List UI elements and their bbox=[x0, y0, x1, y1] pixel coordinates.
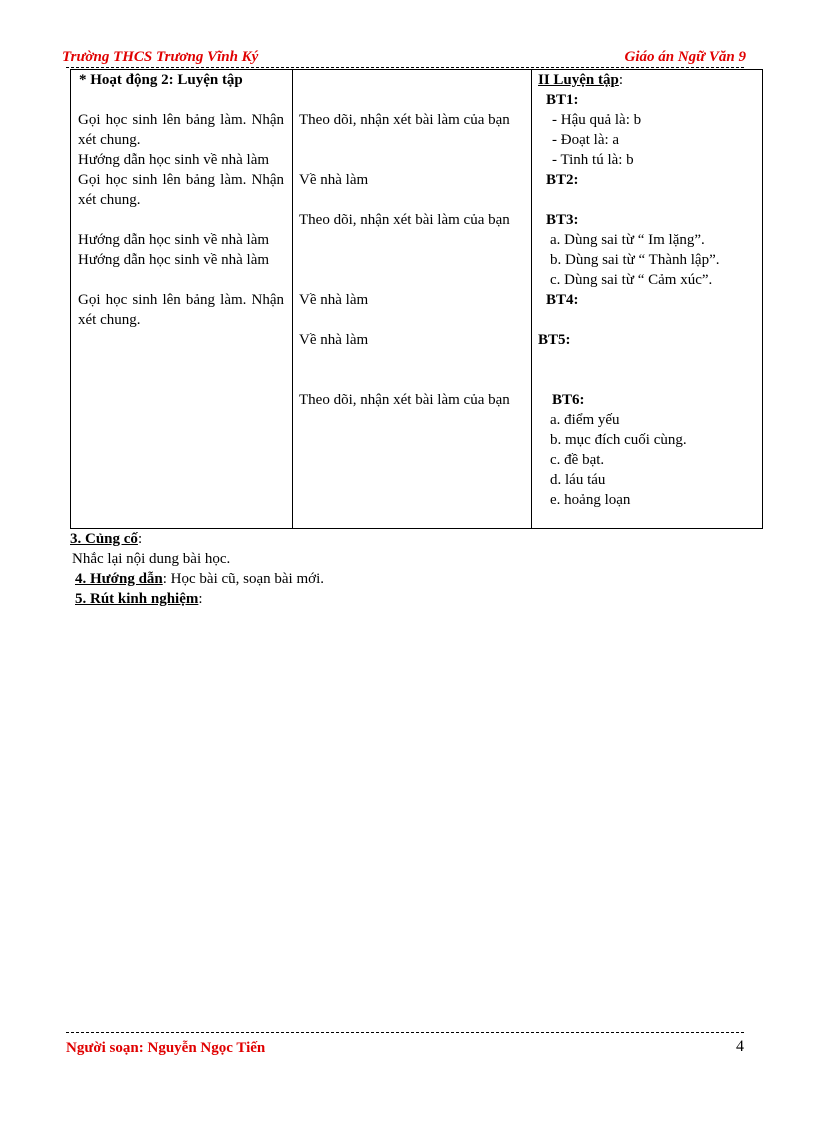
header-subject: Giáo án Ngữ Văn 9 bbox=[624, 49, 746, 65]
teacher-step-1: Gọi học sinh lên bảng làm. Nhận xét chung. bbox=[78, 112, 284, 148]
bt6-item: b. mục đích cuối cùng. bbox=[550, 432, 687, 448]
teacher-step-4: Hướng dẫn học sinh về nhà làm bbox=[78, 232, 270, 248]
teacher-step-6: Gọi học sinh lên bảng làm. Nhận xét chung. bbox=[78, 292, 284, 328]
bt4-label: BT4: bbox=[546, 292, 579, 308]
bt6-item: a. điểm yếu bbox=[550, 412, 620, 428]
bt6-item: d. láu táu bbox=[550, 472, 606, 488]
student-step-3: Theo dõi, nhận xét bài làm của bạn bbox=[299, 212, 510, 228]
student-activity-cell bbox=[293, 70, 532, 529]
section-3-body: Nhắc lại nội dung bài học. bbox=[72, 551, 231, 567]
teacher-step-5: Hướng dẫn học sinh về nhà làm bbox=[78, 252, 270, 268]
activity-title: * Hoạt động 2: Luyện tập bbox=[79, 72, 243, 88]
student-step-4: Về nhà làm bbox=[299, 292, 369, 308]
bt5-label: BT5: bbox=[538, 332, 571, 348]
section-3-heading: 3. Củng cố: bbox=[70, 531, 143, 547]
footer-author: Người soạn: Nguyễn Ngọc Tiến bbox=[66, 1040, 266, 1056]
student-step-5: Về nhà làm bbox=[299, 332, 369, 348]
teacher-activity-cell bbox=[71, 70, 293, 529]
bt6-item: c. đề bạt. bbox=[550, 452, 605, 468]
student-step-1: Theo dõi, nhận xét bài làm của bạn bbox=[299, 112, 510, 128]
lesson-table bbox=[70, 69, 763, 529]
bt1-item: - Hậu quả là: b bbox=[552, 112, 642, 128]
bt2-label: BT2: bbox=[546, 172, 579, 188]
page-number: 4 bbox=[736, 1038, 744, 1055]
bt6-label: BT6: bbox=[552, 392, 585, 408]
bt6-item: e. hoảng loạn bbox=[550, 492, 631, 508]
header-divider bbox=[66, 67, 744, 68]
header-school: Trường THCS Trương Vĩnh Ký bbox=[62, 49, 259, 65]
bt1-label: BT1: bbox=[546, 92, 579, 108]
student-step-6: Theo dõi, nhận xét bài làm của bạn bbox=[299, 392, 510, 408]
section-5-heading: 5. Rút kinh nghiệm: bbox=[75, 591, 203, 607]
bt1-item: - Tinh tú là: b bbox=[552, 152, 634, 168]
bt3-item: b. Dùng sai từ “ Thành lập”. bbox=[550, 252, 720, 268]
teacher-step-3: Gọi học sinh lên bảng làm. Nhận xét chung. bbox=[78, 172, 284, 208]
section-4: 4. Hướng dẫn: Học bài cũ, soạn bài mới. bbox=[75, 571, 324, 587]
bt3-item: c. Dùng sai từ “ Cảm xúc”. bbox=[550, 272, 713, 288]
bt3-label: BT3: bbox=[546, 212, 579, 228]
bt3-item: a. Dùng sai từ “ Im lặng”. bbox=[550, 232, 705, 248]
content-cell bbox=[532, 70, 763, 529]
student-step-2: Về nhà làm bbox=[299, 172, 369, 188]
bt1-item: - Đoạt là: a bbox=[552, 132, 620, 148]
practice-title: II Luyện tập: bbox=[538, 72, 624, 88]
footer-divider bbox=[66, 1032, 744, 1033]
teacher-step-2: Hướng dẫn học sinh về nhà làm bbox=[78, 152, 270, 168]
